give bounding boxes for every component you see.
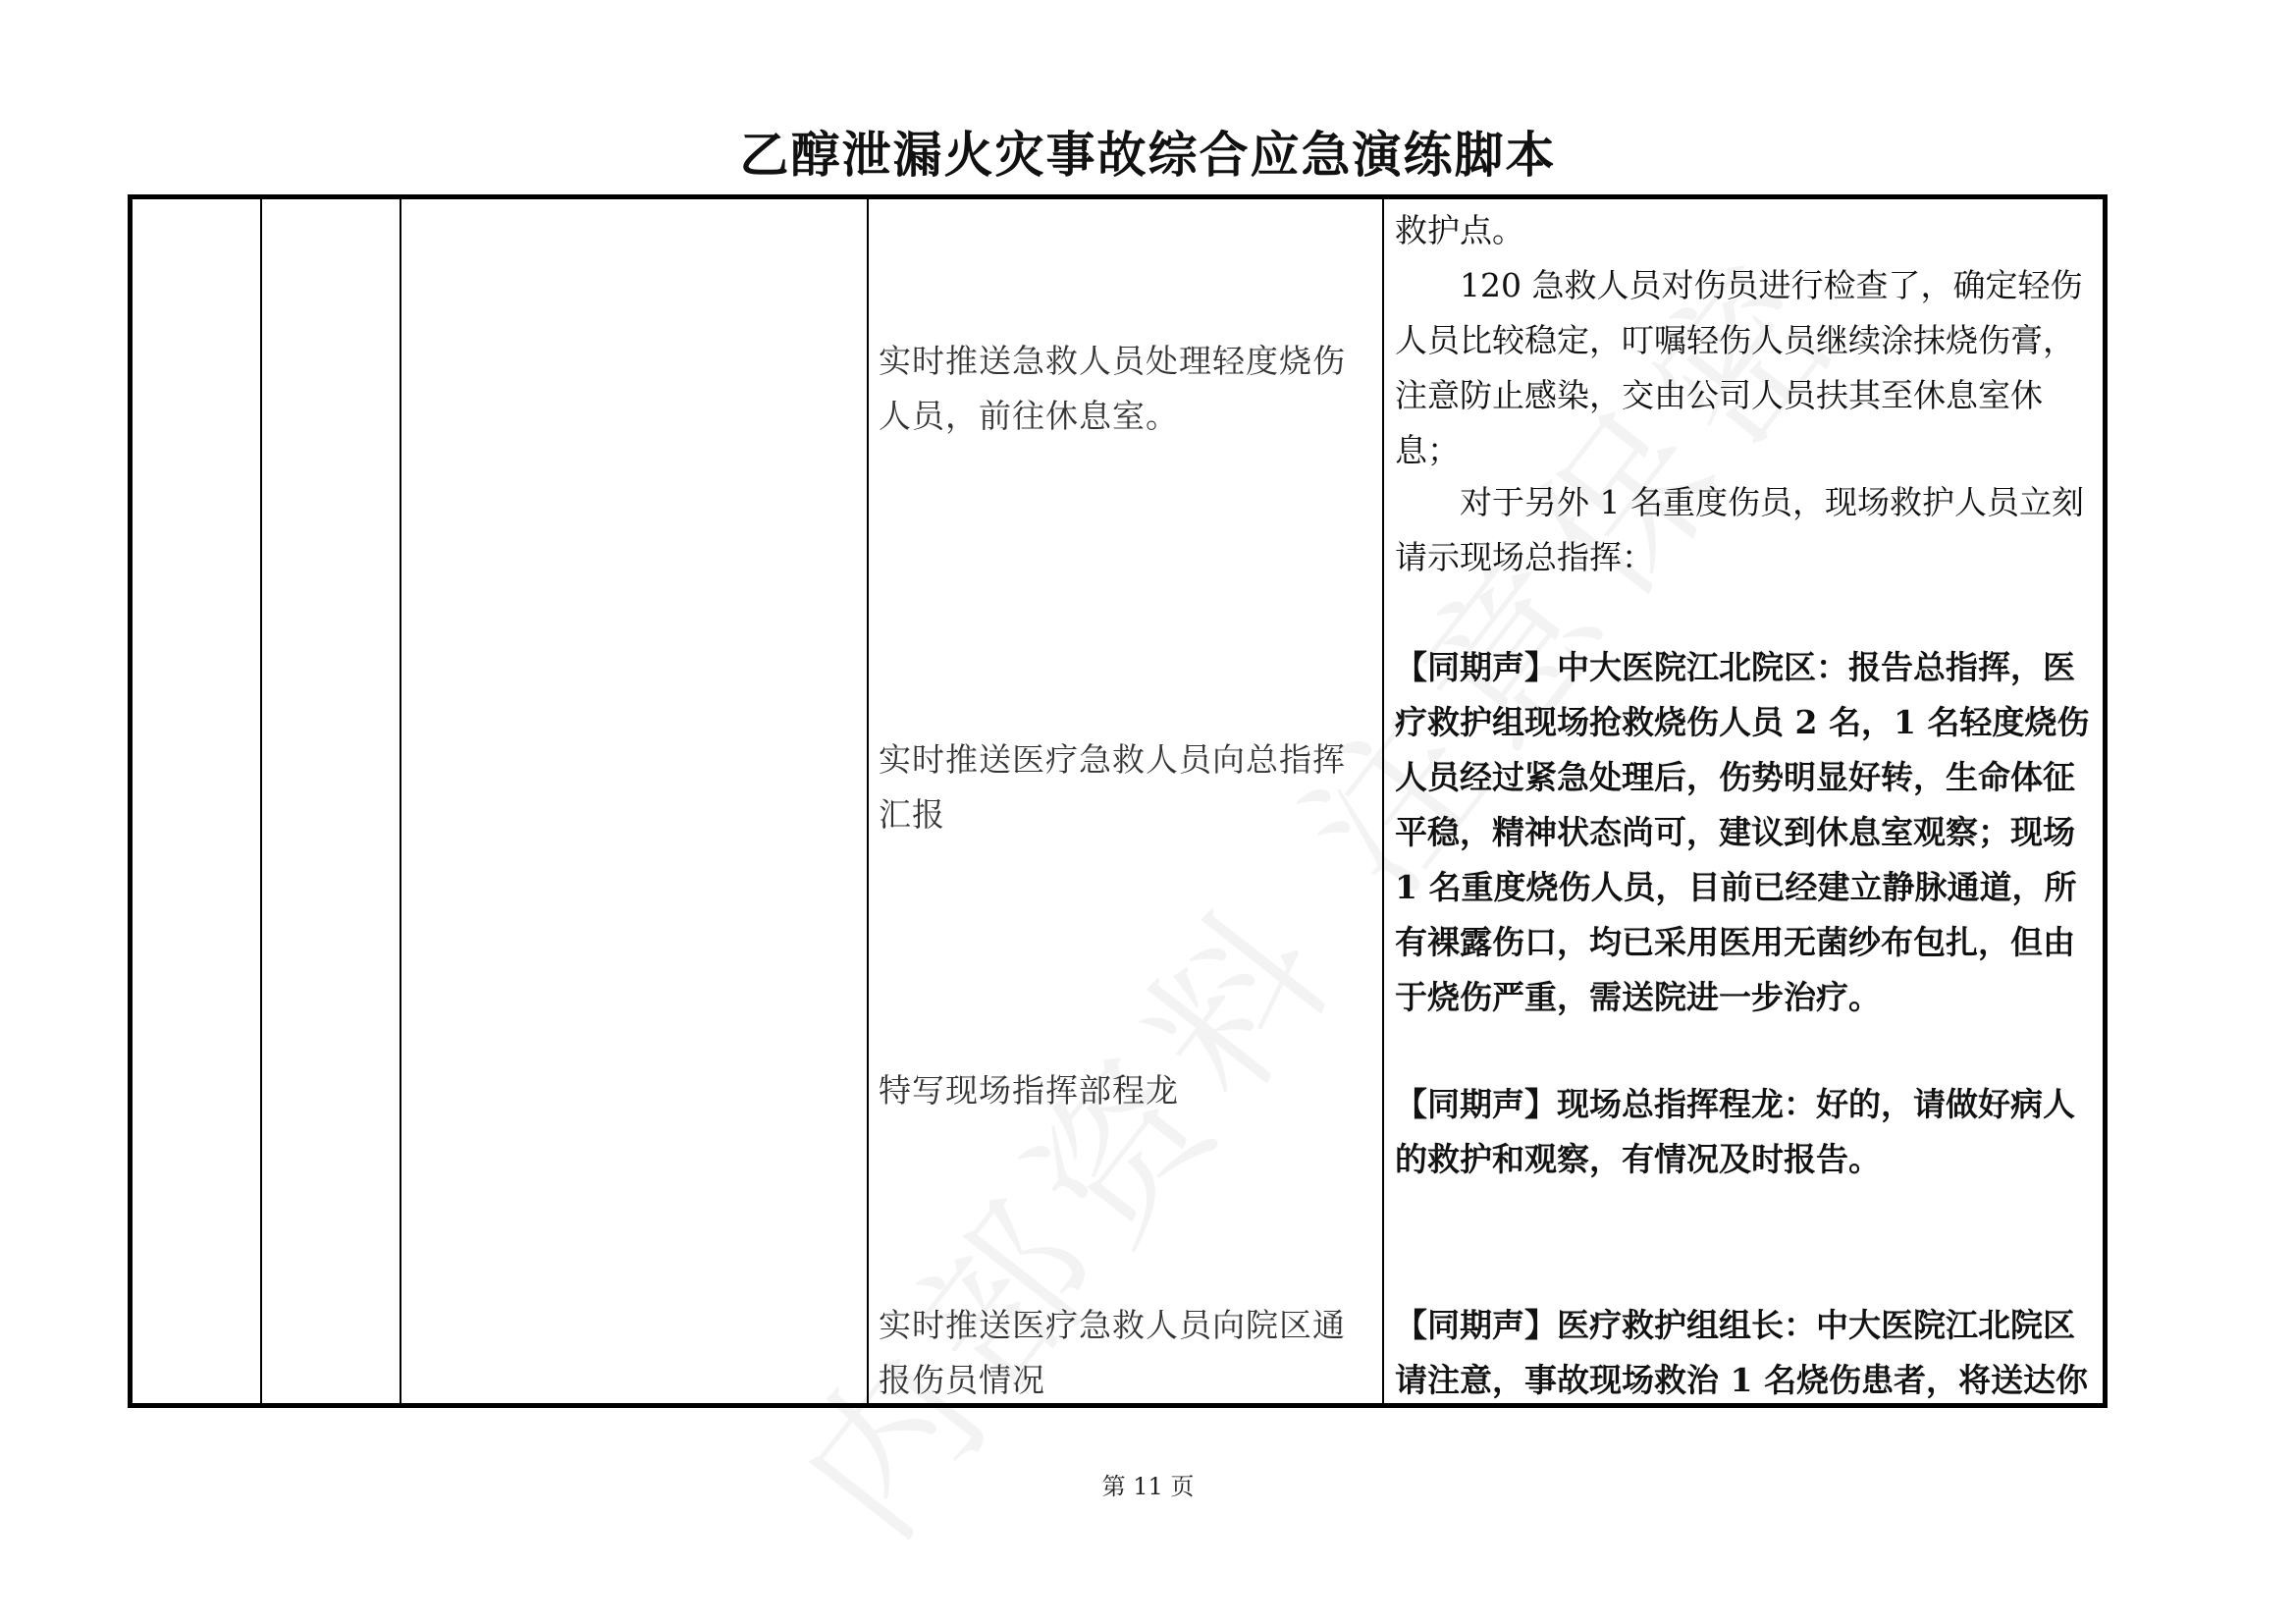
column-divider: [1382, 199, 1384, 1403]
screen-note-2: 实时推送医疗急救人员向总指挥汇报: [879, 740, 1346, 834]
narration-2: [1395, 475, 2098, 585]
column-divider: [867, 199, 869, 1403]
page-number: 第 11 页: [1101, 1473, 1195, 1500]
screen-note-3: 特写现场指挥部程龙: [879, 1071, 1179, 1110]
dialogue-2: [1395, 1077, 2098, 1187]
narration-text: 120 急救人员对伤员进行检查了，确定轻伤人员比较稳定，叮嘱轻伤人员继续涂抹烧伤膏，注意防止感染，交由公司人员扶其至休息室休息；: [1395, 266, 2083, 469]
dialogue-text: 【同期声】医疗救护组组长：中大医院江北院区请注意，事故现场救治 1 名烧伤患者，将送达你: [1395, 1306, 2088, 1399]
page-title: 乙醇泄漏火灾事故综合应急演练脚本: [739, 127, 1557, 184]
dialogue-text: 【同期声】中大医院江北院区：报告总指挥，医疗救护组现场抢救烧伤人员 2 名，1 名轻度烧伤人员经过紧急处理后，伤势明显好转，生命体征平稳，精神状态尚可，建议到休息室观察；现场 1 名重度烧伤人员，目前已经建立静脉通道，所有裸露伤口，均已采用医用无菌纱布包扎，但由于烧伤严重，需送院进一步治疗。: [1395, 648, 2090, 1016]
narration-1: [1395, 203, 2098, 478]
narration-text: 对于另外 1 名重度伤员，现场救护人员立刻请示现场总指挥：: [1395, 483, 2084, 576]
column-divider: [260, 199, 262, 1403]
screen-note-1: 实时推送急救人员处理轻度烧伤人员，前往休息室。: [879, 342, 1346, 435]
dialogue-text: 【同期声】现场总指挥程龙：好的，请做好病人的救护和观察，有情况及时报告。: [1395, 1085, 2075, 1178]
dialogue-3: [1395, 1298, 2098, 1408]
column-divider: [400, 199, 401, 1403]
screen-note-4: 实时推送医疗急救人员向院区通报伤员情况: [879, 1306, 1346, 1399]
dialogue-1: [1395, 640, 2098, 1025]
narration-text: 救护点。: [1395, 211, 1524, 249]
